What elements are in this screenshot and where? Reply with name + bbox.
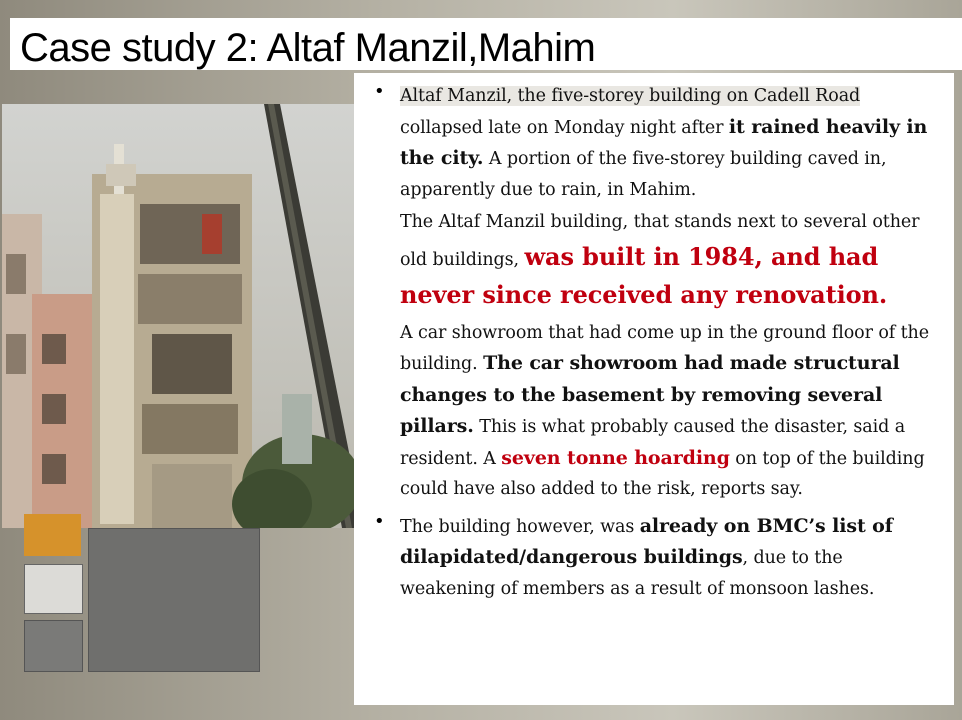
bullet-1-para-3	[400, 318, 940, 505]
bullet-item-2	[364, 511, 940, 605]
slide-title: Case study 2: Altaf Manzil,Mahim	[20, 26, 596, 70]
text-red-emphasis: seven tonne hoarding	[501, 446, 730, 469]
text: A portion of the five-storey building caved in, apparently due to rain, in Mahim.	[400, 149, 887, 200]
text: The Altaf Manzil building, that stands next to several other old buildings,	[400, 212, 920, 270]
text-bold: already on BMC’s list of dilapidated/dangerous buildings	[400, 514, 893, 568]
bullet-1-para-2	[400, 207, 940, 314]
text: This is what probably caused the disaster, said a resident. A	[400, 417, 906, 469]
text: The building however, was	[400, 516, 640, 537]
decor-swatch-large	[88, 528, 260, 672]
bullet-1-para-1	[400, 81, 940, 205]
decor-swatch-grey	[24, 620, 83, 672]
text: collapsed late on Monday night after	[400, 117, 729, 138]
text: A car showroom that had come up in the ground floor of the building.	[400, 322, 929, 374]
bullet-marker: •	[374, 510, 385, 532]
text-bold: The car showroom had made structural changes to the basement by removing several pillars.	[400, 352, 900, 437]
text-bold: it rained heavily in the city.	[400, 115, 928, 169]
text-highlight: Altaf Manzil, the five-storey building on Cadell Road	[400, 86, 861, 106]
bullet-marker: •	[374, 81, 385, 102]
bullet-2-para-1	[400, 511, 940, 605]
decor-swatch-light	[24, 564, 83, 614]
text-red-emphasis: was built in 1984, and had never since received any renovation.	[400, 241, 888, 309]
bullet-list	[364, 81, 940, 604]
text: , due to the weakening of members as a result of monsoon lashes.	[400, 548, 875, 599]
decor-swatch-orange	[24, 514, 81, 556]
bullet-item-1	[364, 81, 940, 505]
building-collapse-photo	[2, 104, 360, 528]
text: on top of the building could have also added to the risk, reports say.	[400, 448, 925, 499]
slide-content	[354, 73, 954, 705]
building-collapse-illustration	[2, 104, 360, 528]
